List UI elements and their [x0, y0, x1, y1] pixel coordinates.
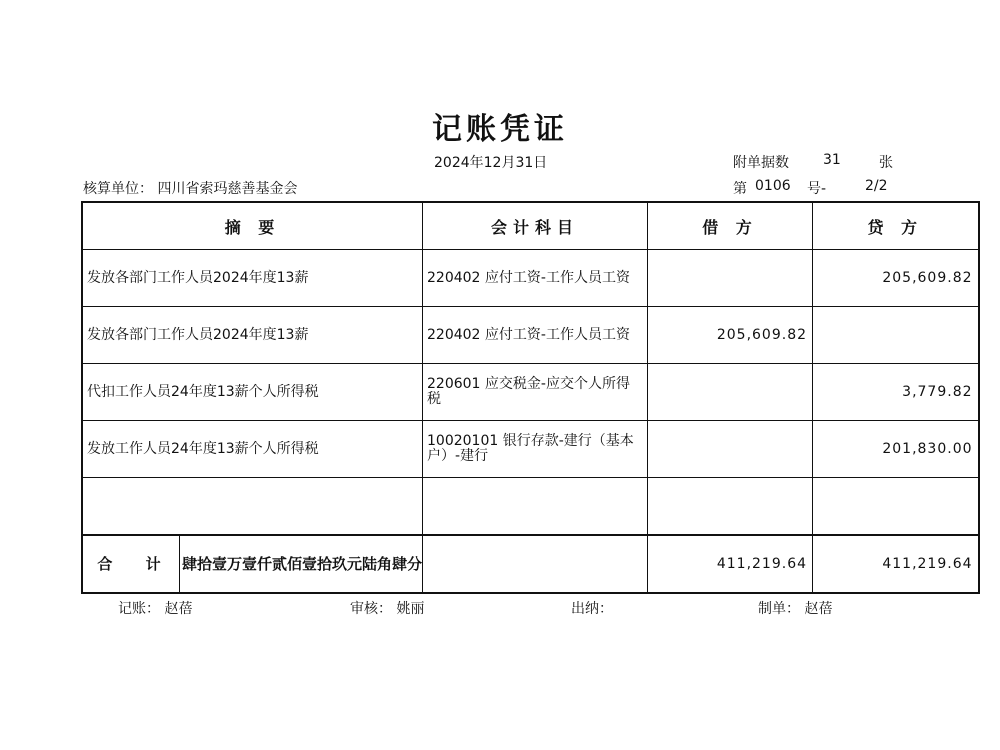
entry-summary: 发放各部门工作人员2024年度13薪 [87, 326, 309, 343]
table-header-row [82, 202, 979, 250]
total-row [82, 535, 979, 593]
attachment-number: 31 [823, 152, 841, 168]
voucher-date: 2024年12月31日 [434, 155, 548, 171]
voucher-number-suffix: 号- [807, 181, 827, 197]
entry-account: 220402 应付工资-工作人员工资 [427, 269, 630, 286]
table-row [82, 364, 979, 421]
entry-credit: 205,609.82 [882, 270, 973, 286]
table-row [82, 250, 979, 307]
entry-summary: 代扣工作人员24年度13薪个人所得税 [87, 383, 319, 400]
voucher-table [81, 201, 980, 594]
entry-summary: 发放各部门工作人员2024年度13薪 [87, 269, 309, 286]
attachment-unit: 张 [879, 155, 893, 171]
entry-debit: 205,609.82 [716, 327, 808, 343]
total-label: 合 计 [83, 536, 180, 592]
voucher-page-number: 2/2 [865, 178, 888, 194]
entry-credit: 201,830.00 [882, 441, 973, 457]
entry-credit: 3,779.82 [902, 384, 973, 400]
footer-preparer: 制单： 赵蓓 [758, 601, 833, 617]
header-credit: 贷 方 [813, 202, 979, 250]
footer-reviewer: 审核： 姚丽 [350, 601, 425, 617]
voucher-number-value: 0106 [755, 178, 791, 194]
total-credit: 411,219.64 [882, 556, 973, 572]
table-row [82, 307, 979, 364]
header-summary: 摘 要 [82, 202, 423, 250]
total-amount-words: 肆拾壹万壹仟贰佰壹拾玖元陆角肆分 [182, 555, 423, 573]
header-account: 会计科目 [423, 202, 648, 250]
table-row [82, 421, 979, 478]
entry-account: 10020101 银行存款-建行（基本户）-建行 [427, 433, 634, 464]
entry-account: 220402 应付工资-工作人员工资 [427, 326, 630, 343]
accounting-unit: 核算单位： 四川省索玛慈善基金会 [83, 181, 298, 197]
table-row-empty [82, 478, 979, 536]
header-debit: 借 方 [648, 202, 813, 250]
total-debit: 411,219.64 [716, 556, 808, 572]
voucher-title: 记账凭证 [432, 112, 568, 147]
attachment-label: 附单据数 [733, 155, 789, 171]
voucher-number-prefix: 第 [733, 181, 747, 197]
entry-summary: 发放工作人员24年度13薪个人所得税 [87, 440, 319, 457]
footer-bookkeeper: 记账： 赵蓓 [118, 601, 193, 617]
footer-cashier: 出纳： [571, 601, 613, 617]
entry-account: 220601 应交税金-应交个人所得税 [427, 376, 630, 407]
attachment-count [733, 152, 893, 172]
